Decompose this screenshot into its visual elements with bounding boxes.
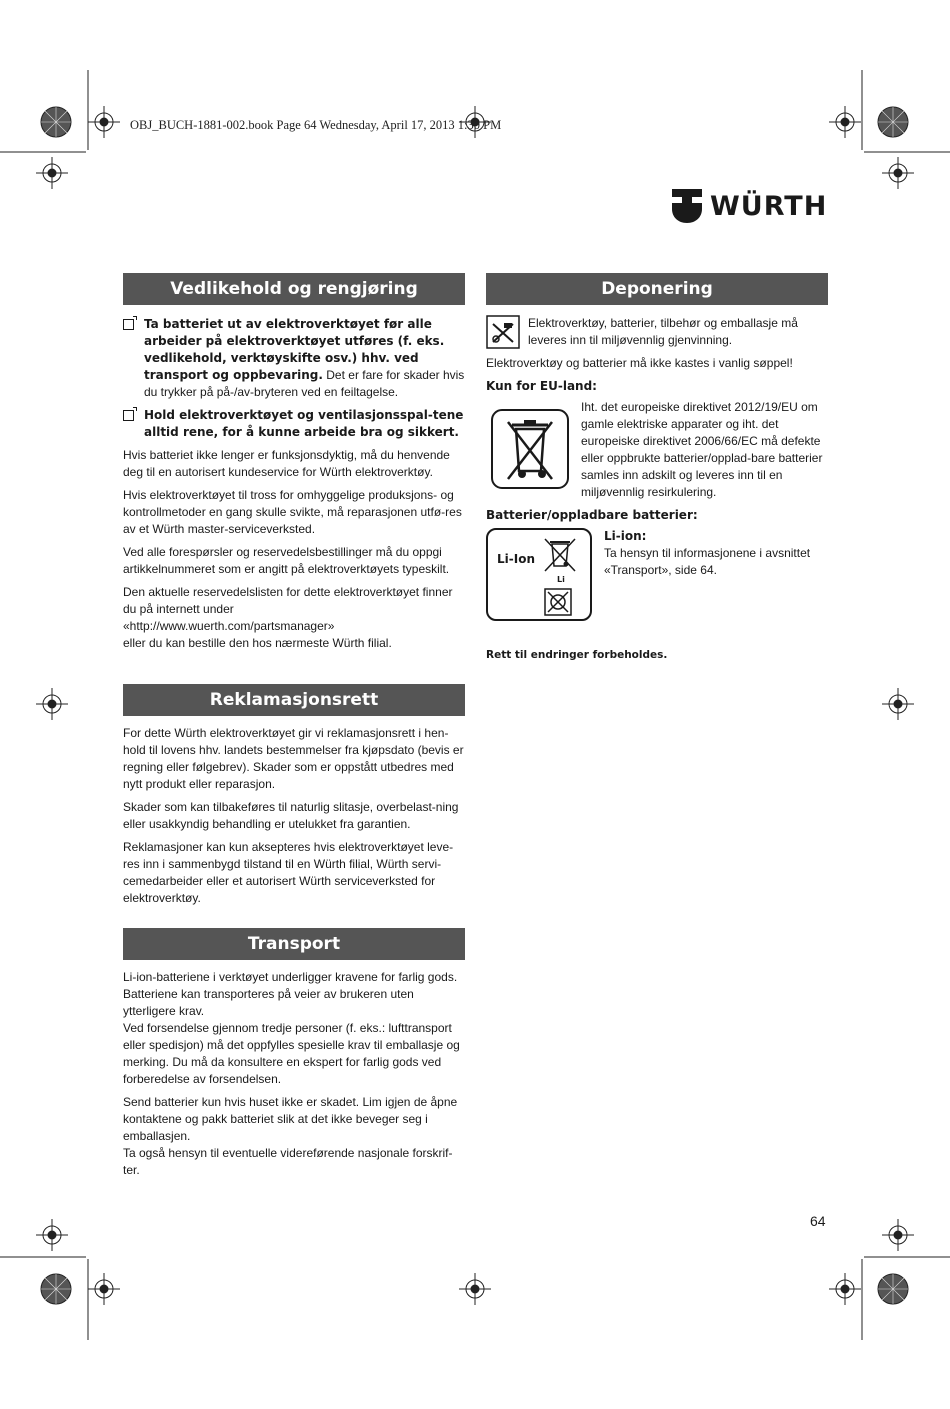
recycle-icon [544, 588, 572, 616]
battery-heading: Batterier/oppladbare batterier: [486, 508, 698, 522]
disposal-section [486, 273, 828, 661]
paragraph: Skader som kan tilbakeføres til naturlig slitasje, overbelast-ning eller usakkyndig behandling er utelukket fra garantien. [123, 800, 459, 831]
checkbox-bullet-icon [123, 319, 134, 330]
warranty-heading: Reklamasjonsrett [123, 684, 465, 716]
crossed-bin-icon [486, 407, 574, 493]
page-number: 64 [810, 1213, 826, 1229]
reserve-notice: Rett til endringer forbeholdes. [486, 649, 668, 661]
eu-heading: Kun for EU-land: [486, 379, 597, 393]
checkbox-bullet-icon [123, 410, 134, 421]
paragraph: Den aktuelle reservedelslisten for dette elektroverktøyet finner du på internett under «http://www.wuerth.com/partsmanager» eller du kan bestille den hos nærmeste Würth filial. [123, 585, 453, 650]
eu-text: Iht. det europeiske direktivet 2012/19/EU om gamle elektriske apparater og iht. det europeiske direktivet 2006/66/EC må defekte eller oppbrukte batterier/opplad-bare batterier samles inn adskilt og leveres inn til en miljøvennlig resirkulering. [581, 400, 823, 499]
li-small-label: Li [557, 575, 565, 584]
list-item-bold: Ta batteriet ut av elektroverktøyet før alle arbeider på elektroverktøyet utføres (f. eks. vedlikehold, verktøyskifte osv.) hhv. ved transport og oppbevaring. [144, 317, 445, 382]
disposal-intro: Elektroverktøy, batterier, tilbehør og emballasje må leveres inn til miljøvennlig gjenvinning. [528, 316, 798, 347]
paragraph: Reklamasjoner kan kun aksepteres hvis elektroverktøyet leve-res inn i sammenbygd tilstand til en Würth filial, Würth servi-cemedarbeider eller et autorisert Würth serviceverksted for elektroverktøy. [123, 840, 454, 905]
warranty-section [123, 684, 465, 913]
no-trash-text: Elektroverktøy og batterier må ikke kastes i vanlig søppel! [486, 356, 793, 370]
recycle-tools-icon [486, 315, 520, 349]
li-ion-text: Ta hensyn til informasjonene i avsnittet «Transport», side 64. [604, 546, 811, 577]
paragraph: For dette Würth elektroverktøyet gir vi reklamasjonsrett i hen-hold til lovens hhv. landets bestemmelser fra kjøpsdato (bevis er regning eller følgebrev). Skader som er oppstått utbedres med nytt produkt eller reparasjon. [123, 726, 464, 791]
li-ion-heading: Li-ion: [604, 529, 647, 543]
book-header: OBJ_BUCH-1881-002.book Page 64 Wednesday, April 17, 2013 1:30 PM [130, 118, 502, 132]
paragraph: Hvis elektroverktøyet til tross for omhyggelige produksjons- og kontrollmetoder en gang skulle svikte, må reparasjonen utfø-res av et Würth master-serviceverksted. [123, 488, 462, 536]
transport-section [123, 928, 465, 1185]
crossed-bin-small-icon [540, 534, 580, 576]
list-item [123, 316, 465, 401]
li-ion-symbol [486, 528, 592, 621]
transport-heading: Transport [123, 928, 465, 960]
paragraph: Send batterier kun hvis huset ikke er skadet. Lim igjen de åpne kontaktene og pakk batteriet slik at det ikke beveger seg i emballasjen. Ta også hensyn til eventuelle videreførende nasjonale forskrif-ter. [123, 1095, 458, 1177]
maintenance-section [123, 273, 465, 658]
wurth-logo-mark-icon [672, 189, 702, 223]
paragraph: Hvis batteriet ikke lenger er funksjonsdyktig, må du henvende deg til en autorisert kundeservice for Würth elektroverktøy. [123, 448, 450, 479]
list-item [123, 407, 465, 441]
paragraph: Li-ion-batteriene i verktøyet underligger kravene for farlig gods. Batteriene kan transporteres på veier av brukeren uten ytterligere krav. Ved forsendelse gjennom tredje personer (f. eks.: lufttransport eller spedisjon) må det oppfylles spesielle krav til emballasje og merking. Du må da konsultere en ekspert for farlig gods ved forberedelse av forsendelsen. [123, 970, 460, 1086]
list-item-text: Det er fare for skader hvis du trykker på på-/av-bryteren ved en feiltagelse. [144, 368, 465, 399]
paragraph: Ved alle forespørsler og reservedelsbestillinger må du oppgi artikkelnummeret som er angitt på elektroverktøyets typeskilt. [123, 545, 450, 576]
list-item-bold: Hold elektroverktøyet og ventilasjonsspal-tene alltid rene, for å kunne arbeide bra og sikkert. [144, 408, 464, 439]
li-ion-label: Li-Ion [497, 552, 535, 566]
wurth-logo-text: WÜRTH [710, 190, 828, 222]
disposal-heading: Deponering [486, 273, 828, 305]
wurth-logo [672, 186, 827, 226]
maintenance-heading: Vedlikehold og rengjøring [123, 273, 465, 305]
